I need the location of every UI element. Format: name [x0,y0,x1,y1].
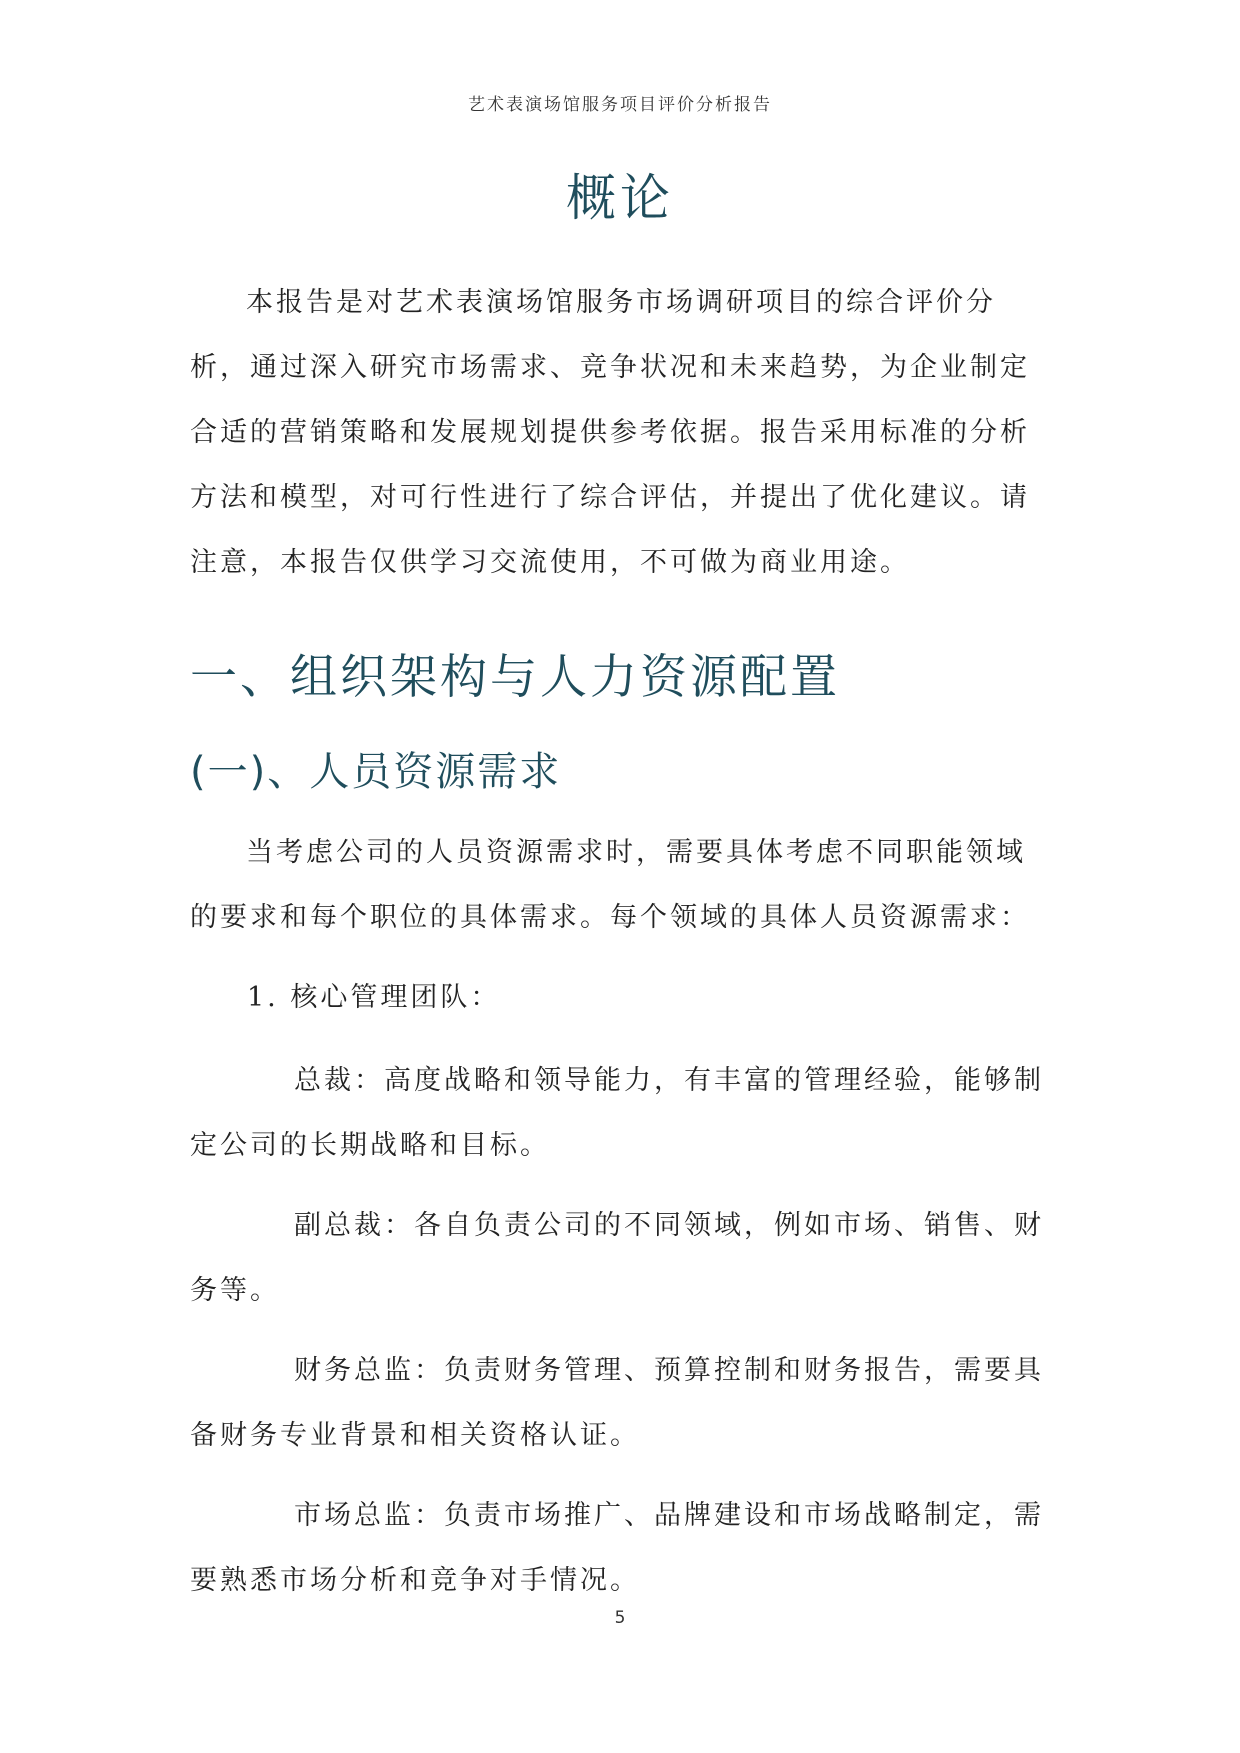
role-cmo: 市场总监：负责市场推广、品牌建设和市场战略制定，需要熟悉市场分析和竞争对手情况。 [190,1500,1044,1596]
role-vice-president: 副总裁：各自负责公司的不同领域，例如市场、销售、财务等。 [190,1210,1044,1306]
subsection-heading: (一)、人员资源需求 [190,749,562,795]
page-title: 概论 [566,169,674,227]
running-header: 艺术表演场馆服务项目评价分析报告 [468,95,772,115]
section-heading: 一、组织架构与人力资源配置 [190,650,840,705]
role-cfo: 财务总监：负责财务管理、预算控制和财务报告，需要具备财务专业背景和相关资格认证。 [190,1355,1044,1451]
page-number: 5 [614,1608,626,1628]
subsection-intro: 当考虑公司的人员资源需求时，需要具体考虑不同职能领域的要求和每个职位的具体需求。每个领域的具体人员资源需求： [190,837,1030,933]
list-item-core-management: 1. 核心管理团队： [247,982,501,1013]
overview-paragraph: 本报告是对艺术表演场馆服务市场调研项目的综合评价分析，通过深入研究市场需求、竞争状况和未来趋势，为企业制定合适的营销策略和发展规划提供参考依据。报告采用标准的分析方法和模型，对可行性进行了综合评估，并提出了优化建议。请注意，本报告仅供学习交流使用，不可做为商业用途。 [190,287,1030,578]
role-president: 总裁：高度战略和领导能力，有丰富的管理经验，能够制定公司的长期战略和目标。 [190,1065,1044,1161]
